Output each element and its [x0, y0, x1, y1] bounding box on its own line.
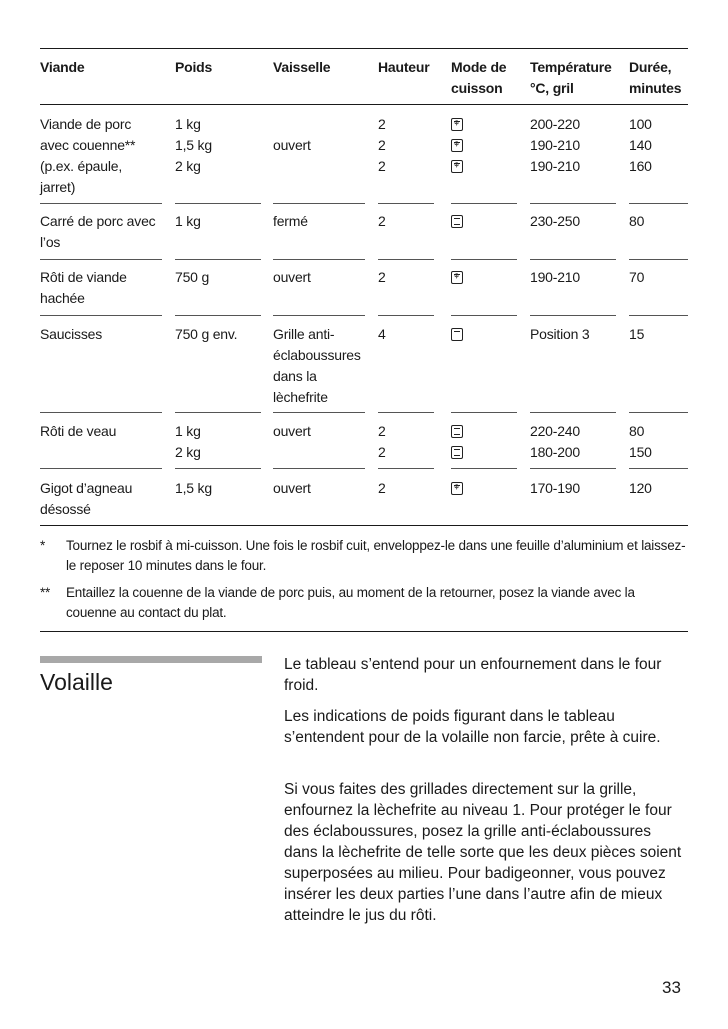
- row-divider: [530, 259, 616, 260]
- row4-poids: 750 g env.: [175, 326, 238, 342]
- top-bottom-heat-icon: [451, 446, 463, 459]
- fan-grill-icon: [451, 271, 463, 284]
- row5-temperature: 220-240 180-200: [530, 423, 580, 460]
- row2-poids: 1 kg: [175, 213, 201, 229]
- row6-duree: 120: [629, 480, 652, 496]
- top-bottom-heat-icon: [451, 425, 463, 438]
- header-duree: Durée, minutes: [629, 59, 682, 96]
- row4-hauteur: 4: [378, 326, 386, 342]
- row3-vaisselle: ouvert: [273, 269, 311, 285]
- row1-poids: 1 kg 1,5 kg 2 kg: [175, 116, 212, 174]
- header-poids: Poids: [175, 59, 213, 75]
- row-divider: [175, 315, 261, 316]
- row2-temperature: 230-250: [530, 213, 580, 229]
- section-title: Volaille: [40, 669, 113, 695]
- row6-temperature: 170-190: [530, 480, 580, 496]
- row-divider: [175, 412, 261, 413]
- row5-duree: 80 150: [629, 423, 652, 460]
- section-bar: [40, 656, 262, 663]
- row-divider: [40, 315, 162, 316]
- row-divider: [451, 203, 517, 204]
- row-divider: [40, 412, 162, 413]
- header-viande: Viande: [40, 59, 85, 75]
- row4-viande: Saucisses: [40, 326, 103, 342]
- row-divider: [629, 315, 688, 316]
- footnote-text: Tournez le rosbif à mi-cuisson. Une fois le rosbif cuit, enveloppez-le dans une feuille d’aluminium et laissez-le reposer 10 minutes dans le four.: [66, 538, 686, 573]
- fan-grill-icon: [451, 482, 463, 495]
- row3-duree: 70: [629, 269, 645, 285]
- row6-poids: 1,5 kg: [175, 480, 212, 496]
- row-divider: [378, 203, 434, 204]
- row-divider: [273, 412, 365, 413]
- row1-vaisselle: ouvert: [273, 137, 311, 153]
- row-divider: [175, 259, 261, 260]
- row-divider: [378, 259, 434, 260]
- row-divider: [378, 468, 434, 469]
- table-top-rule: [40, 48, 688, 49]
- row-divider: [40, 468, 162, 469]
- row-divider: [378, 412, 434, 413]
- row2-vaisselle: fermé: [273, 213, 308, 229]
- row-divider: [40, 203, 162, 204]
- footnote-mark: **: [40, 585, 51, 600]
- header-vaisselle: Vaisselle: [273, 59, 331, 75]
- footnotes-bottom-rule: [40, 631, 688, 632]
- fan-grill-icon: [451, 139, 463, 152]
- row-divider: [175, 468, 261, 469]
- row-divider: [629, 203, 688, 204]
- row-divider: [451, 315, 517, 316]
- header-temperature: Température °C, gril: [530, 59, 612, 96]
- row6-viande: Gigot d’agneau désossé: [40, 480, 133, 517]
- row2-hauteur: 2: [378, 213, 386, 229]
- row-divider: [629, 259, 688, 260]
- row3-viande: Rôti de viande hachée: [40, 269, 127, 306]
- footnote-mark: *: [40, 538, 46, 553]
- top-bottom-heat-icon: [451, 215, 463, 228]
- row6-vaisselle: ouvert: [273, 480, 311, 496]
- row-divider: [175, 203, 261, 204]
- row5-poids: 1 kg 2 kg: [175, 423, 201, 460]
- row-divider: [273, 259, 365, 260]
- row-divider: [273, 203, 365, 204]
- row6-hauteur: 2: [378, 480, 386, 496]
- row-divider: [40, 259, 162, 260]
- row4-vaisselle: Grille anti- éclaboussures dans la lèchefrite: [273, 326, 361, 405]
- row-divider: [378, 315, 434, 316]
- row-divider: [273, 315, 365, 316]
- row5-hauteur: 2 2: [378, 423, 386, 460]
- table-bottom-rule: [40, 525, 688, 526]
- row-divider: [451, 468, 517, 469]
- row5-viande: Rôti de veau: [40, 423, 117, 439]
- section-paragraph: Les indications de poids figurant dans le tableau s’entendent pour de la volaille non farcie, prête à cuire.: [284, 708, 661, 746]
- row-divider: [629, 412, 688, 413]
- row-divider: [273, 468, 365, 469]
- grill-icon: [451, 328, 463, 341]
- row4-temperature: Position 3: [530, 326, 590, 342]
- row4-duree: 15: [629, 326, 645, 342]
- row1-hauteur: 2 2 2: [378, 116, 386, 174]
- row-divider: [451, 259, 517, 260]
- row3-hauteur: 2: [378, 269, 386, 285]
- header-hauteur: Hauteur: [378, 59, 430, 75]
- row1-duree: 100 140 160: [629, 116, 652, 174]
- row5-vaisselle: ouvert: [273, 423, 311, 439]
- row-divider: [530, 412, 616, 413]
- row1-temperature: 200-220 190-210 190-210: [530, 116, 580, 174]
- header-rule: [40, 104, 688, 105]
- row2-viande: Carré de porc avec l’os: [40, 213, 156, 250]
- row-divider: [451, 412, 517, 413]
- row3-poids: 750 g: [175, 269, 210, 285]
- row-divider: [530, 468, 616, 469]
- row3-temperature: 190-210: [530, 269, 580, 285]
- row-divider: [530, 203, 616, 204]
- header-mode: Mode de cuisson: [451, 59, 507, 96]
- fan-grill-icon: [451, 160, 463, 173]
- section-paragraph: Si vous faites des grillades directement sur la grille, enfournez la lèchefrite au niveau 1. Pour protéger le four des éclaboussures, posez la grille anti-éclaboussures dans la lèchefrite de telle sorte que les deux pièces soient superposées au milieu. Pour badigeonner, vous pouvez insérer les deux parties l’une dans l’autre afin de mieux atteindre le jus du rôti.: [284, 781, 682, 924]
- row1-viande: Viande de porc avec couenne** (p.ex. épaule, jarret): [40, 116, 136, 195]
- footnote: [40, 536, 688, 578]
- row-divider: [530, 315, 616, 316]
- footnote-text: Entaillez la couenne de la viande de porc puis, au moment de la retourner, posez la viande avec la couenne au contact du plat.: [66, 585, 635, 620]
- row2-duree: 80: [629, 213, 645, 229]
- fan-grill-icon: [451, 118, 463, 131]
- page-number: 33: [662, 978, 681, 997]
- section-paragraph: Le tableau s’entend pour un enfournement dans le four froid.: [284, 656, 662, 694]
- row-divider: [629, 468, 688, 469]
- footnote: [40, 583, 688, 625]
